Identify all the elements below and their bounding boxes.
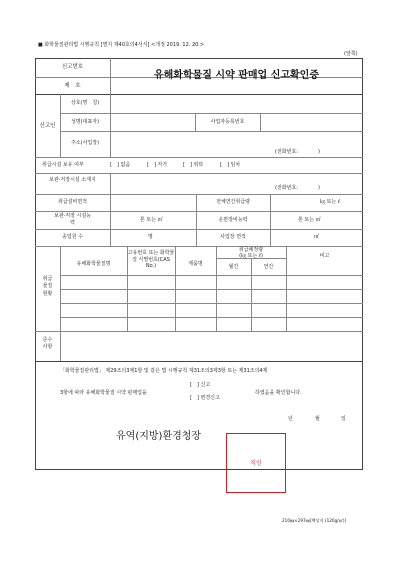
transport-capacity-label: 운반장비능력 [218, 217, 248, 223]
grid-line [60, 275, 363, 276]
ton-or-m3-unit: 톤 또는 ㎥ [298, 217, 321, 223]
date-month: 월 [315, 416, 320, 422]
grid-line [35, 331, 363, 332]
grid-line [175, 246, 176, 331]
grid-line [35, 194, 363, 195]
kg-or-l-unit: ㎏ 또는 ℓ [320, 199, 340, 205]
grid-line [60, 289, 363, 290]
grid-line [110, 173, 111, 194]
col-monthly: 월간 [228, 264, 239, 270]
col-identifier: 고유번호 또는 화학물질 식별번호(CAS No.) [127, 250, 175, 269]
col-chemical-name: 유해화학물질명 [76, 261, 111, 267]
grid-line [35, 157, 363, 158]
site-area-label: 사업장 면적 [220, 234, 246, 240]
applicant-label: 신고인 [39, 123, 56, 129]
grid-line [35, 173, 363, 174]
grid-line [35, 361, 363, 362]
grid-line [35, 94, 363, 95]
facility-option-consign: [ ] 위탁 [183, 162, 204, 168]
seal-label: 직인 [250, 460, 262, 467]
total-qty-label: 전체연간취급량 [216, 199, 250, 205]
grid-line [60, 246, 61, 331]
grid-line [60, 317, 363, 318]
col-expected-qty: 취급예정량 [238, 247, 264, 253]
grid-line [270, 194, 271, 246]
statement-line-1: 「화학물질관리법」 제29조의3제1항 및 같은 법 시행규칙 제31조의3제3항 또는 제31조의4제 [60, 368, 268, 374]
number-no-label: 제 호 [64, 83, 81, 89]
facility-option-own: [ ] 자가 [147, 162, 168, 168]
storage-location-label: 보관·저장시설 소재지 [49, 177, 96, 183]
grid-line [60, 331, 61, 361]
col-remarks: 비고 [319, 253, 330, 259]
compliance-label: 준수 사항 [42, 337, 53, 350]
employees-label: 종업원 수 [62, 234, 83, 240]
facility-option-none: [ ] 없음 [110, 162, 131, 168]
cert-number-label: 신고번호 [61, 64, 84, 70]
persons-unit: 명 [148, 234, 153, 240]
facility-question-label: 취급시설 보유 여부 [42, 162, 84, 168]
storage-capacity-label: 보관·저장 시설능력 [54, 213, 91, 226]
official-seal-box [226, 433, 286, 493]
m2-unit: ㎡ [314, 234, 320, 240]
page-title: 유해화학물질 시약 판매업 신고확인증 [153, 70, 319, 81]
paper-size-note: 210㎜×297㎜[백상지 (120g/㎡)] [282, 518, 347, 523]
grid-line [60, 113, 363, 114]
date-day: 일 [341, 416, 346, 422]
address-label: 주소(사업장) [70, 140, 100, 146]
grid-line [35, 229, 363, 230]
bizreg-label: 사업자등록번호 [210, 119, 245, 125]
facility-option-lease: [ ] 임차 [220, 162, 241, 168]
address-phone-label: (전화번호: ) [275, 149, 320, 155]
storage-phone-label: (전화번호: ) [275, 185, 320, 191]
col-expected-unit: (㎏ 또는 ℓ) [239, 253, 263, 259]
grid-line [60, 131, 363, 132]
handling-status-label: 취급 물질 현황 [42, 276, 53, 297]
issuing-office: 유역(지방)환경청장 [116, 431, 202, 442]
ton-or-m3-unit: 톤 또는 ㎥ [140, 217, 163, 223]
page-side-note: (앞쪽) [344, 51, 358, 57]
company-name-label: 상호(명 칭) [70, 100, 100, 106]
grid-line [260, 113, 261, 131]
statement-option-change: [ ] 변경신고 [190, 395, 220, 401]
area-label: 취급설비면적 [58, 199, 87, 205]
statement-suffix: 하였음을 확인합니다. [255, 390, 302, 396]
grid-line [110, 94, 111, 157]
col-product-name: 제품명 [188, 261, 203, 267]
date-year: 년 [288, 416, 293, 422]
grid-line [35, 246, 363, 247]
grid-line [35, 211, 363, 212]
col-annual: 연간 [263, 264, 274, 270]
form-reference: ■ 화학물질관리법 시행규칙 [별지 제40호의4서식] <개정 2019. 12. 20.> [38, 42, 205, 48]
representative-label: 성명(대표자) [70, 119, 100, 125]
statement-option-report: [ ] 신고 [190, 382, 211, 388]
grid-line [110, 194, 111, 246]
statement-prefix: 3항에 따라 유해화학물질 시약 판매업을 [60, 390, 147, 396]
grid-line [60, 303, 363, 304]
